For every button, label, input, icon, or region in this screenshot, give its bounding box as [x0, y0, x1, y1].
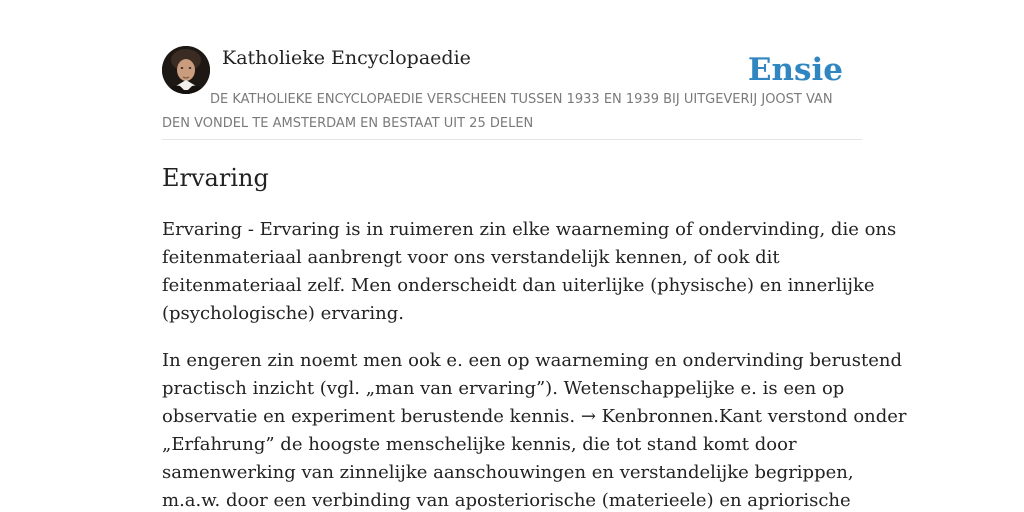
paragraph-line — [162, 403, 907, 431]
publication-name[interactable]: Katholieke Encyclopaedie — [222, 47, 471, 69]
paragraph-line: In engeren zin noemt men ook e. een op waarneming en ondervinding berustend — [162, 350, 903, 371]
site-header — [162, 46, 862, 140]
paragraph-line: practisch inzicht (vgl. „man van ervaring”). Wetenschappelijke e. is een op — [162, 378, 845, 399]
article-paragraph-1 — [162, 216, 897, 328]
paragraph-line: feitenmateriaal zelf. Men onderscheidt dan uiterlijke (physische) en innerlijke — [162, 275, 875, 296]
paragraph-text: Kant verstond onder — [719, 406, 907, 427]
paragraph-line: samenwerking van zinnelijke aanschouwingen en verstandelijke begrippen, — [162, 462, 854, 483]
publication-description-line: DEN VONDEL TE AMSTERDAM EN BESTAAT UIT 25 DELEN — [162, 116, 534, 131]
portrait-avatar-icon[interactable] — [162, 46, 210, 94]
paragraph-line: „Erfahrung” de hoogste menschelijke kennis, die tot stand komt door — [162, 434, 797, 455]
article-title: Ervaring — [162, 164, 269, 192]
paragraph-line: Ervaring - Ervaring is in ruimeren zin elke waarneming of ondervinding, die ons — [162, 219, 897, 240]
paragraph-line: feitenmateriaal aanbrengt voor ons verstandelijk kennen, of ook dit — [162, 247, 780, 268]
kenbronnen-link[interactable]: → Kenbronnen. — [580, 406, 720, 427]
publication-description-line: DE KATHOLIEKE ENCYCLOPAEDIE VERSCHEEN TUSSEN 1933 EN 1939 BIJ UITGEVERIJ JOOST VAN — [210, 92, 833, 107]
paragraph-line: (psychologische) ervaring. — [162, 303, 404, 324]
brand-logo[interactable]: Ensie — [747, 52, 843, 88]
paragraph-text: observatie en experiment berustende kennis. — [162, 406, 581, 427]
article-paragraph-2 — [162, 347, 907, 512]
publication-description — [162, 88, 862, 136]
paragraph-line: m.a.w. door een verbinding van aposteriorische (materieele) en apriorische — [162, 490, 851, 511]
